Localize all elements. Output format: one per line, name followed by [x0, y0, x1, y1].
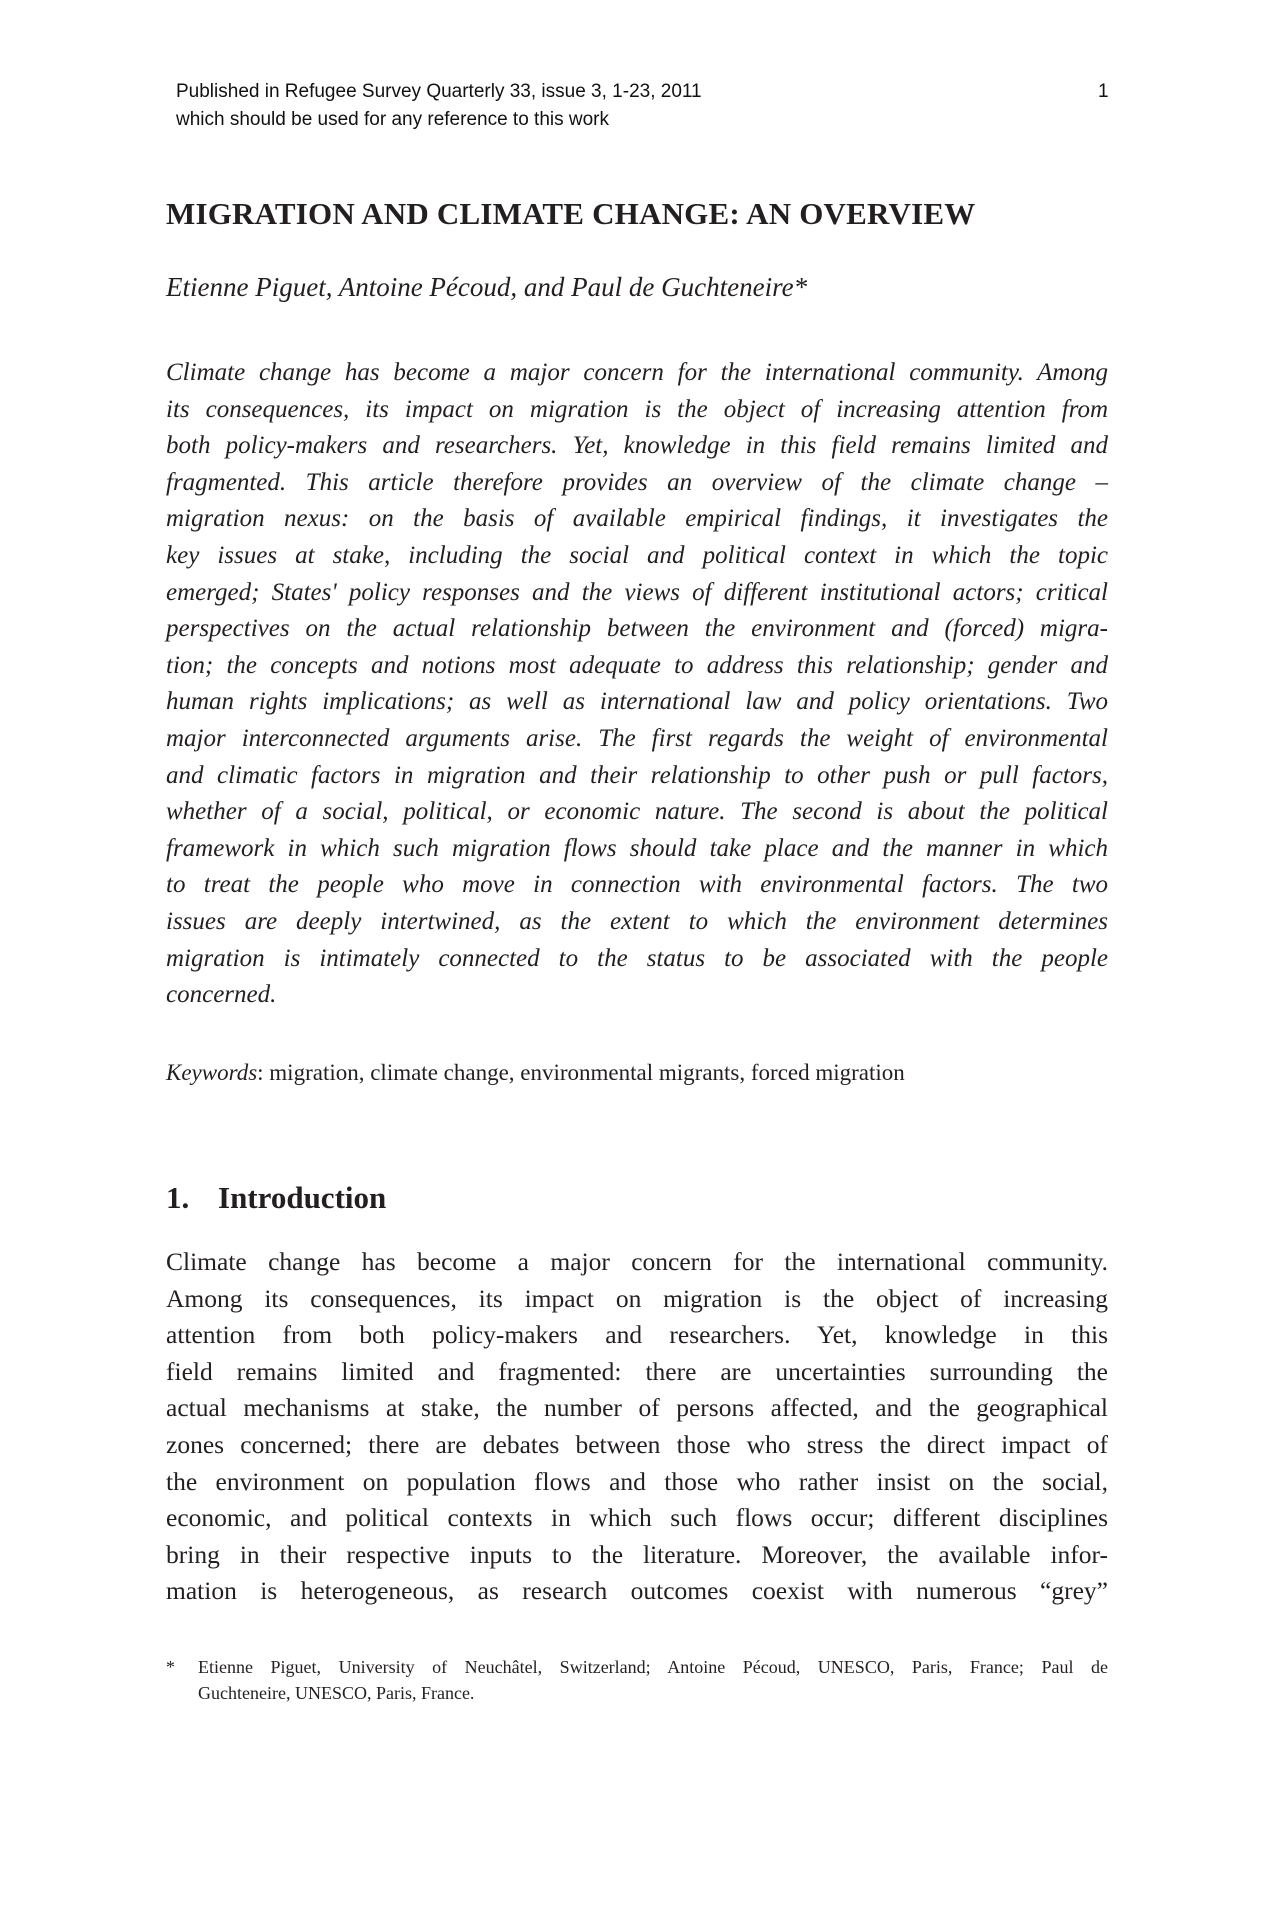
body-line: Climate change has become a major concern for the international community. — [166, 1247, 1108, 1276]
footnote — [166, 1654, 1108, 1706]
abstract-line: key issues at stake, including the social and political context in which the topic — [166, 541, 1108, 569]
abstract — [166, 355, 1108, 1014]
publication-note — [176, 78, 702, 134]
footnote-line: Etienne Piguet, University of Neuchâtel, Switzerland; Antoine Pécoud, UNESCO, Paris, France; Paul de — [198, 1657, 1108, 1677]
section-title: Introduction — [218, 1180, 387, 1215]
abstract-line: concerned. — [166, 981, 277, 1009]
abstract-line: tion; the concepts and notions most adequate to address this relationship; gender and — [166, 651, 1108, 679]
abstract-line: human rights implications; as well as international law and policy orientations. Two — [166, 688, 1108, 716]
abstract-line: its consequences, its impact on migration is the object of increasing attention from — [166, 395, 1108, 423]
abstract-line: major interconnected arguments arise. The first regards the weight of environmental — [166, 724, 1108, 752]
body-line: bring in their respective inputs to the literature. Moreover, the available infor- — [166, 1539, 1108, 1569]
keywords-label: Keywords — [166, 1060, 258, 1085]
publication-note-line-1: Published in Refugee Survey Quarterly 33, issue 3, 1-23, 2011 — [176, 81, 702, 102]
abstract-line: emerged; States' policy responses and the views of different institutional actors; critical — [166, 578, 1108, 606]
abstract-line: perspectives on the actual relationship between the environment and (forced) migra- — [166, 615, 1108, 643]
abstract-line: issues are deeply intertwined, as the extent to which the environment determines — [166, 907, 1108, 935]
body-line: field remains limited and fragmented: there are uncertainties surrounding the — [166, 1356, 1108, 1386]
body-line: the environment on population flows and those who rather insist on the social, — [166, 1466, 1108, 1496]
abstract-line: both policy-makers and researchers. Yet, knowledge in this field remains limited and — [166, 432, 1108, 460]
body-text — [166, 1244, 1108, 1610]
abstract-line: and climatic factors in migration and their relationship to other push or pull factors, — [166, 761, 1108, 789]
keywords — [166, 1060, 905, 1086]
footnote-line: Guchteneire, UNESCO, Paris, France. — [198, 1683, 475, 1703]
abstract-line: to treat the people who move in connection with environmental factors. The two — [166, 871, 1108, 899]
article-authors: Etienne Piguet, Antoine Pécoud, and Paul de Guchteneire* — [166, 272, 808, 302]
abstract-line: whether of a social, political, or economic nature. The second is about the political — [166, 798, 1108, 826]
abstract-line: Climate change has become a major concern for the international community. Among — [166, 359, 1108, 386]
abstract-line: framework in which such migration flows should take place and the manner in which — [166, 834, 1108, 862]
section-number: 1. — [166, 1180, 190, 1215]
section-heading — [166, 1180, 386, 1216]
body-line: Among its consequences, its impact on migration is the object of increasing — [166, 1283, 1108, 1313]
body-line: attention from both policy-makers and researchers. Yet, knowledge in this — [166, 1320, 1108, 1350]
abstract-line: migration is intimately connected to the status to be associated with the people — [166, 944, 1108, 972]
page-number: 1 — [1098, 81, 1109, 102]
body-line: zones concerned; there are debates between those who stress the direct impact of — [166, 1429, 1108, 1459]
abstract-line: migration nexus: on the basis of available empirical findings, it investigates the — [166, 505, 1108, 533]
article-title: MIGRATION AND CLIMATE CHANGE: AN OVERVIEW — [166, 196, 976, 231]
footnote-marker: * — [166, 1657, 175, 1677]
abstract-line: fragmented. This article therefore provides an overview of the climate change – — [166, 468, 1108, 496]
body-line: economic, and political contexts in which such flows occur; different disciplines — [166, 1503, 1108, 1533]
publication-note-line-2: which should be used for any reference to this work — [176, 109, 610, 130]
body-line: mation is heterogeneous, as research outcomes coexist with numerous “grey” — [166, 1576, 1108, 1606]
keywords-list: : migration, climate change, environmental migrants, forced migration — [257, 1060, 905, 1085]
body-line: actual mechanisms at stake, the number of persons affected, and the geographical — [166, 1393, 1108, 1423]
